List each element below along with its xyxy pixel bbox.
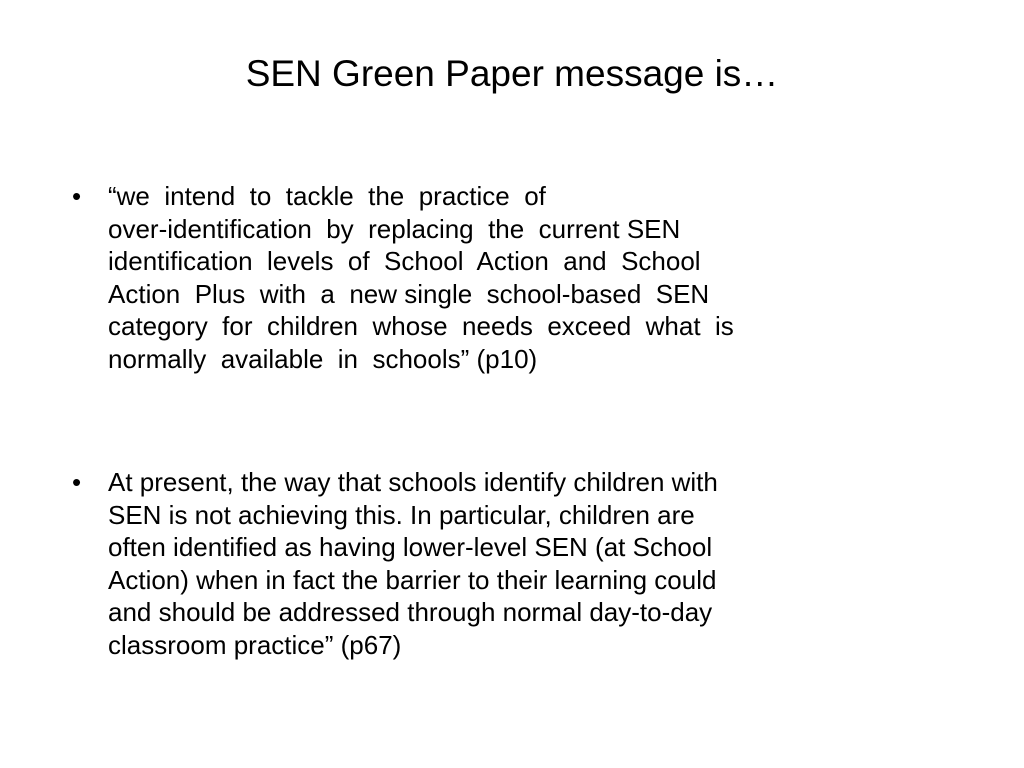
bullet-line: over-identification by replacing the current SEN — [108, 213, 681, 244]
bullet-line: SEN is not achieving this. In particular, children are — [108, 499, 695, 530]
bullet-line: category for children whose needs exceed what is — [108, 311, 734, 341]
bullet-text — [108, 180, 734, 375]
bullet-item-1 — [72, 180, 942, 375]
slide-title: SEN Green Paper message is… — [245, 53, 779, 94]
bullet-line: classroom practice” (p67) — [108, 629, 402, 660]
bullet-line: “we intend to tackle the practice of — [108, 181, 546, 211]
bullet-line: often identified as having lower-level SEN (at School — [108, 532, 713, 562]
bullet-line: identification levels of School Action and School — [108, 246, 701, 276]
bullet-marker: • — [72, 467, 82, 497]
bullet-line: At present, the way that schools identify children with — [108, 467, 718, 497]
bullet-line: Action Plus with a new single school-based SEN — [108, 278, 710, 309]
bullet-line: and should be addressed through normal day-to-day — [108, 597, 713, 627]
bullet-item-2 — [72, 466, 942, 661]
bullet-line: Action) when in fact the barrier to their learning could — [108, 564, 717, 595]
bullet-text — [108, 466, 718, 661]
bullet-line: normally available in schools” (p10) — [108, 343, 538, 374]
bullet-marker: • — [72, 181, 82, 211]
